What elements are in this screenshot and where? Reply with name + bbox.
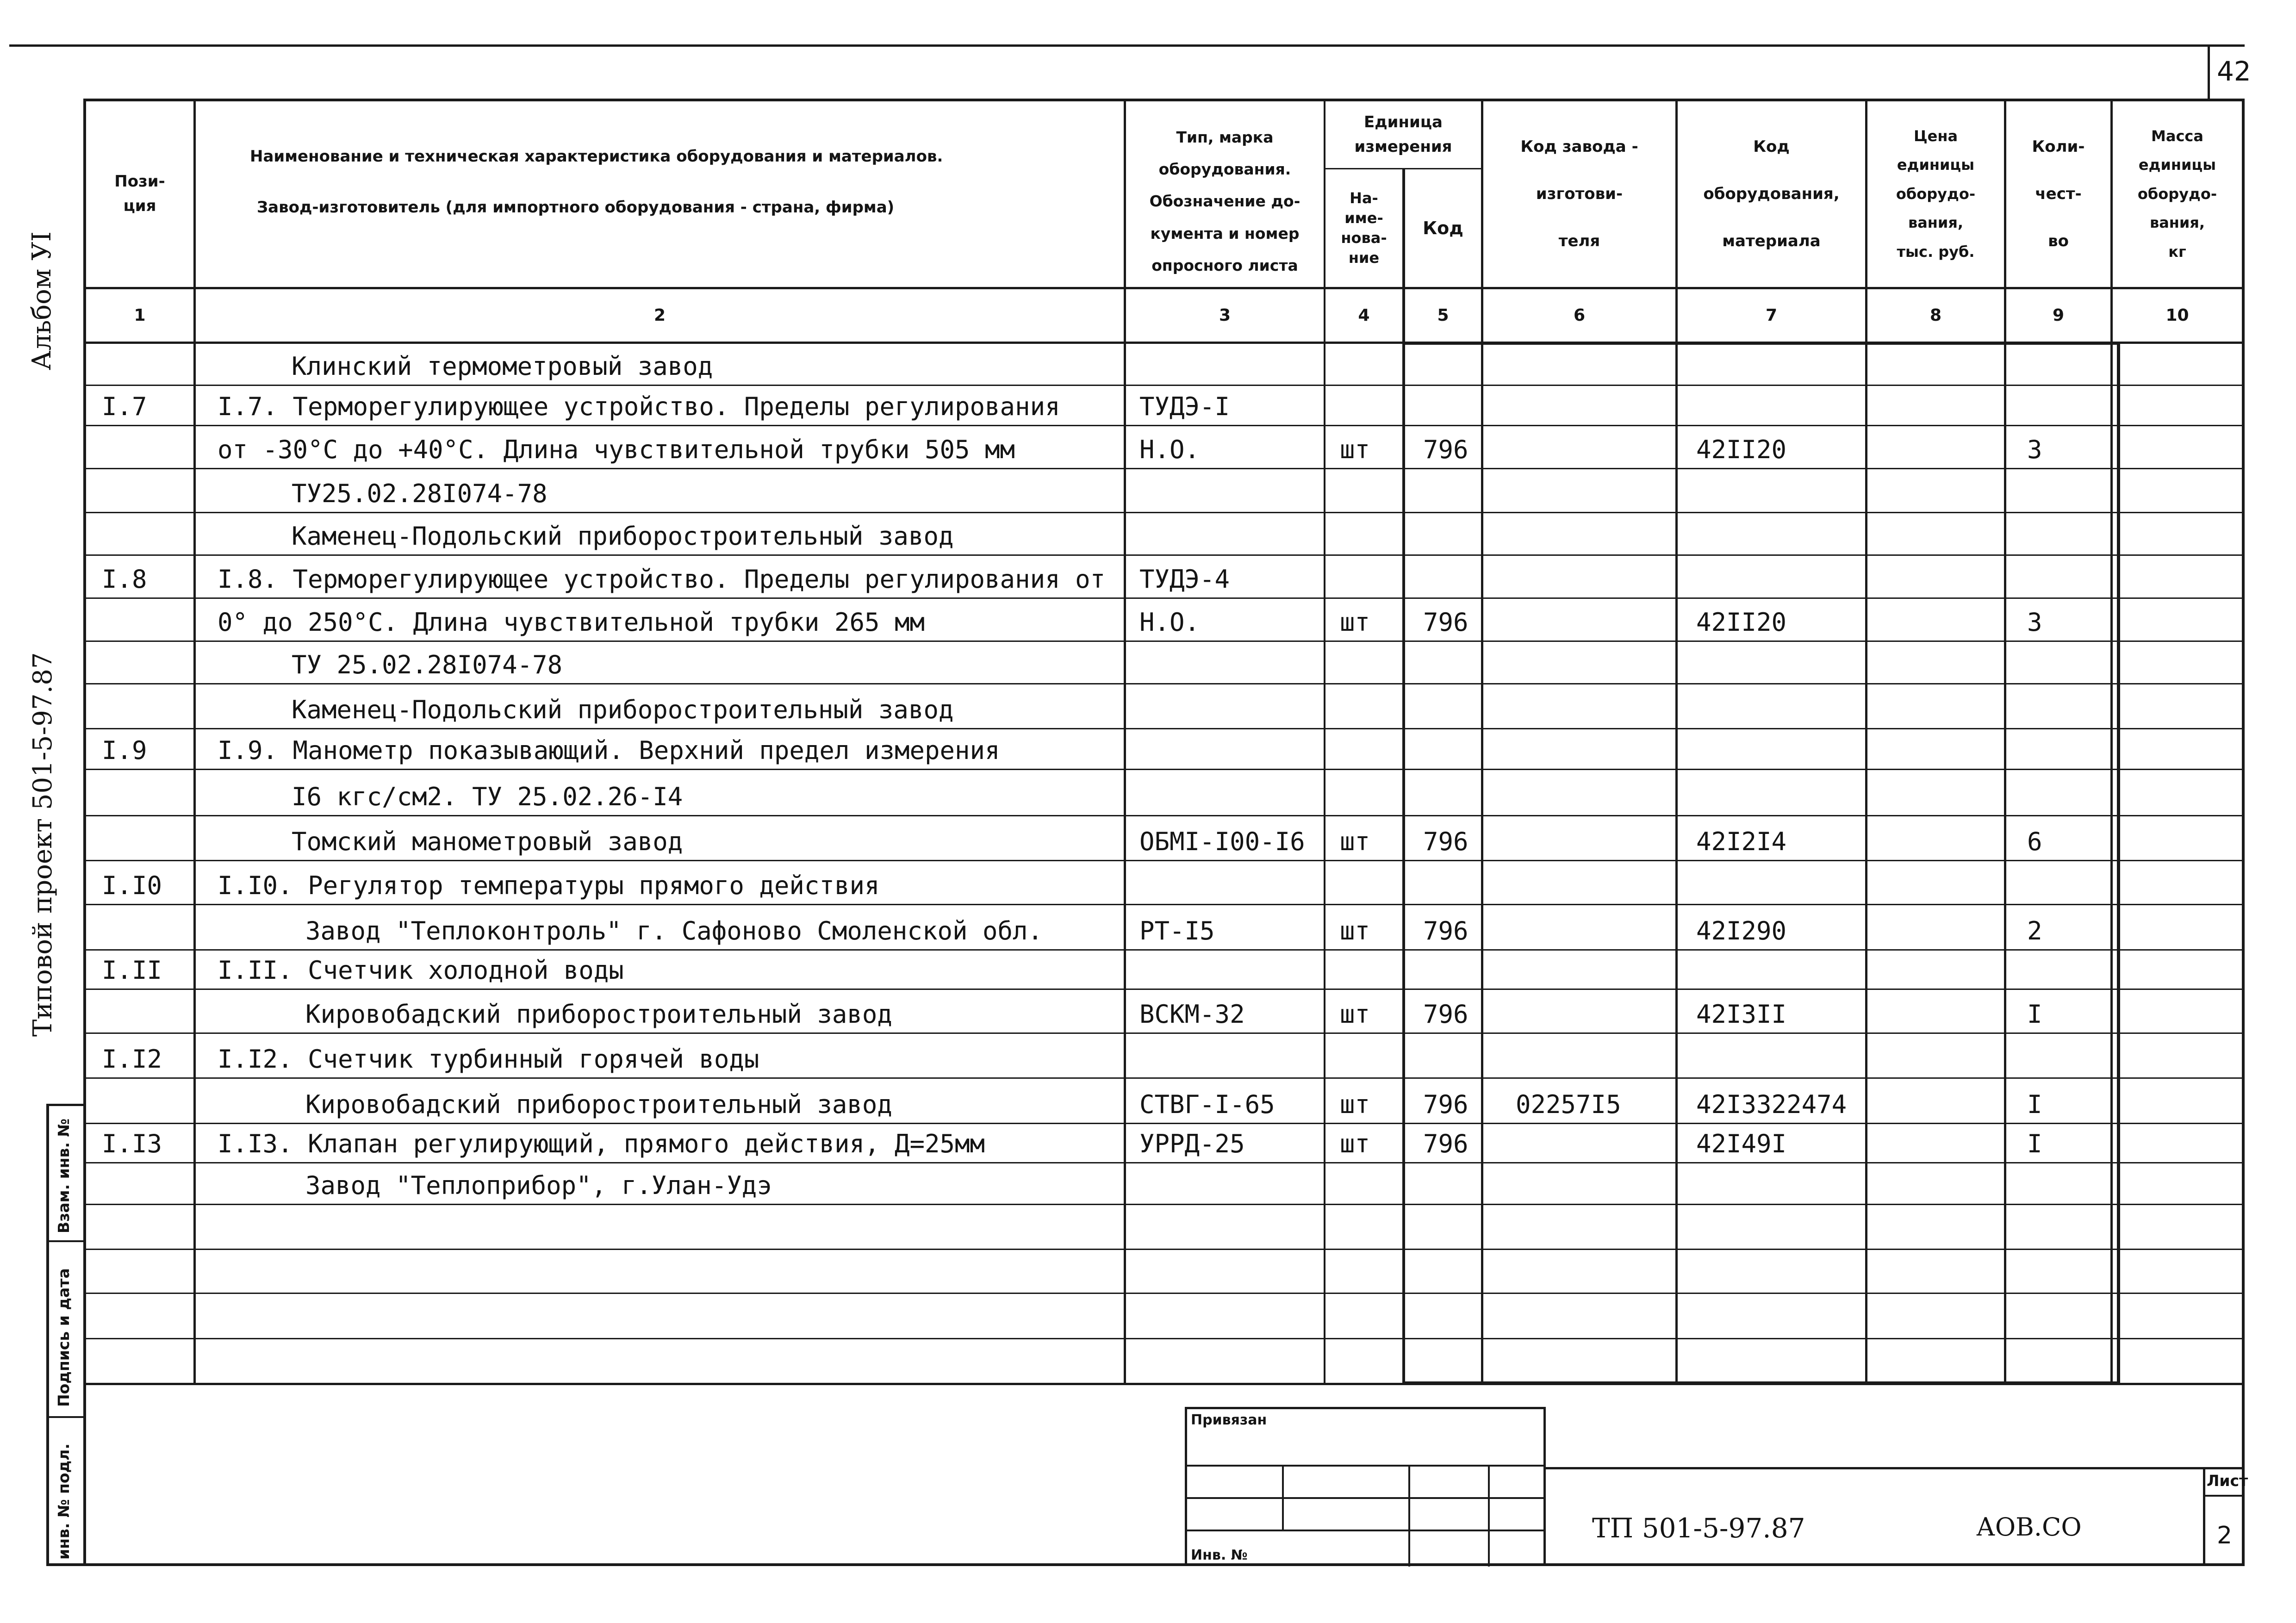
left-strip-div-1: [46, 1240, 86, 1242]
col-line-4: [1402, 168, 1405, 1385]
row-line: [83, 949, 2245, 951]
header-price: Цена единицы оборудо- вания, тыс. руб.: [1896, 127, 1976, 261]
stamp-mid-line: [1543, 1467, 2245, 1469]
col-number-9: 9: [2052, 306, 2065, 325]
cell-equip: 42I290: [1696, 916, 1787, 945]
col-number-8: 8: [1929, 306, 1942, 325]
cell-name: Каменец-Подольский приборостроительный завод: [292, 695, 954, 724]
row-line: [83, 1249, 2245, 1250]
cell-equip: 42I49I: [1696, 1129, 1787, 1158]
cell-unit: шт: [1340, 1129, 1370, 1158]
cell-name: Завод "Теплоприбор", г.Улан-Удэ: [305, 1171, 772, 1200]
row-line: [83, 1293, 2245, 1294]
cell-code: 796: [1423, 435, 1468, 464]
sheet-value: 2: [2217, 1522, 2233, 1549]
side-project-label: Типовой проект 501-5-97.87: [28, 652, 58, 1037]
row-line: [83, 815, 2245, 816]
cell-name: Кировобадский приборостроительный завод: [305, 1090, 892, 1119]
cell-qty: I: [2027, 1090, 2042, 1119]
cell-unit: шт: [1340, 1090, 1370, 1119]
cell-unit: шт: [1340, 608, 1370, 637]
row-line: [83, 554, 2245, 556]
cell-code: 796: [1423, 1129, 1468, 1158]
header-unit-name: На- име- нова- ние: [1341, 189, 1387, 267]
header-quantity: Коли- чест- во: [2032, 137, 2085, 250]
row-line: [83, 1162, 2245, 1163]
doc-code: ТП 501-5-97.87: [1592, 1512, 1805, 1544]
cell-code: 796: [1423, 827, 1468, 856]
sheet-number-divider: [2208, 44, 2210, 100]
cell-name: I6 кгс/см2. ТУ 25.02.26-I4: [292, 782, 683, 811]
stamp-block: [1185, 1407, 1546, 1566]
row-line: [83, 385, 2245, 386]
header-unit-code: Код: [1423, 218, 1463, 238]
cell-pos: I.I2: [102, 1045, 162, 1074]
left-strip-top: [46, 1104, 86, 1106]
cell-name: I.9. Манометр показывающий. Верхний предел измерения: [218, 736, 1000, 765]
row-line: [83, 512, 2245, 513]
row-line: [83, 769, 2245, 770]
cell-code: 796: [1423, 1000, 1468, 1029]
cell-pos: I.9: [102, 736, 147, 765]
cell-equip: 42I3II: [1696, 1000, 1787, 1029]
cell-pos: I.7: [102, 392, 147, 421]
stamp-privyazan: Привязан: [1191, 1412, 1267, 1428]
cell-name: 0° до 250°С. Длина чувствительной трубки 265 мм: [218, 608, 925, 637]
row-line: [83, 1123, 2245, 1124]
cell-type: СТВГ-I-65: [1139, 1090, 1275, 1119]
sheet-label-line: [2203, 1495, 2245, 1497]
cell-equip: 42II20: [1696, 608, 1787, 637]
cell-type: ТУДЭ-4: [1139, 565, 1230, 594]
row-line: [83, 1204, 2245, 1205]
sheet-label: Лист: [2207, 1472, 2248, 1490]
cell-equip: 42I3322474: [1696, 1090, 1847, 1119]
col-number-3: 3: [1219, 306, 1231, 325]
cell-type: РТ-I5: [1139, 916, 1215, 945]
sheet-number: 42: [2217, 56, 2251, 87]
cell-equip: 42II20: [1696, 435, 1787, 464]
cell-qty: I: [2027, 1000, 2042, 1029]
header-equipment-code: Код оборудования, материала: [1703, 137, 1840, 250]
cell-code: 796: [1423, 916, 1468, 945]
cell-code: 796: [1423, 608, 1468, 637]
col-number-2: 2: [653, 306, 666, 325]
header-unit: Единица измерения: [1354, 113, 1452, 156]
cell-pos: I.II: [102, 956, 162, 985]
side-inv-podl-label: инв. № подл.: [55, 1443, 73, 1560]
row-line: [83, 468, 2245, 469]
cell-pos: I.I0: [102, 871, 162, 900]
cell-qty: 3: [2027, 608, 2042, 637]
cell-name: I.I3. Клапан регулирующий, прямого действия, Д=25мм: [218, 1129, 985, 1158]
cell-name: Кировобадский приборостроительный завод: [305, 1000, 892, 1029]
cell-name: Томский манометровый завод: [292, 827, 683, 856]
side-inv-zam-label: Взам. инв. №: [55, 1118, 73, 1233]
row-line: [83, 728, 2245, 729]
bold-box-top: [1402, 342, 2120, 345]
row-line: [83, 989, 2245, 990]
cell-type: Н.О.: [1139, 435, 1200, 464]
header-position: Пози- ция: [114, 172, 165, 215]
cell-pos: I.I3: [102, 1129, 162, 1158]
bold-box-right: [2117, 342, 2120, 1385]
row-line: [83, 640, 2245, 642]
cell-factory: 02257I5: [1516, 1090, 1621, 1119]
cell-name: I.I2. Счетчик турбинный горячей воды: [218, 1045, 759, 1074]
cell-name: Каменец-Подольский приборостроительный завод: [292, 522, 954, 551]
cell-qty: 3: [2027, 435, 2042, 464]
row-line: [83, 904, 2245, 905]
header-type: Тип, марка оборудования. Обозначение до- кумента и номер опросного листа: [1149, 128, 1300, 274]
header-name-line2: Завод-изготовитель (для импортного оборудования - страна, фирма): [257, 198, 895, 217]
col-number-10: 10: [2165, 306, 2189, 325]
col-number-6: 6: [1573, 306, 1586, 325]
sheet-box-left: [2203, 1467, 2205, 1566]
header-name-line1: Наименование и техническая характеристика оборудования и материалов.: [250, 147, 943, 166]
col-number-4: 4: [1358, 306, 1370, 325]
table-right-line: [2242, 99, 2245, 1566]
left-strip-div-2: [46, 1416, 86, 1418]
cell-type: УРРД-25: [1139, 1129, 1245, 1158]
cell-type: Н.О.: [1139, 608, 1200, 637]
left-strip-outer: [46, 1104, 49, 1566]
cell-equip: 42I2I4: [1696, 827, 1787, 856]
cell-type: ВСКМ-32: [1139, 1000, 1245, 1029]
cell-unit: шт: [1340, 916, 1370, 945]
stamp-inv-no: Инв. №: [1191, 1547, 1248, 1563]
cell-type: ОБМI-I00-I6: [1139, 827, 1305, 856]
cell-qty: 2: [2027, 916, 2042, 945]
cell-name: ТУ 25.02.28I074-78: [292, 650, 563, 679]
cell-name: Завод "Теплоконтроль" г. Сафоново Смоленской обл.: [305, 916, 1043, 945]
side-album-label: Альбом УI: [27, 231, 57, 370]
cell-name: I.I0. Регулятор температуры прямого действия: [218, 871, 880, 900]
row-line: [83, 1032, 2245, 1034]
header-mass: Масса единицы оборудо- вания, кг: [2137, 127, 2217, 261]
cell-name: I.7. Терморегулирующее устройство. Пределы регулирования: [218, 392, 1060, 421]
row-line: [83, 1338, 2245, 1339]
row-line: [83, 597, 2245, 599]
cell-name: I.8. Терморегулирующее устройство. Пределы регулирования от: [218, 565, 1106, 594]
cell-name: Клинский термометровый завод: [292, 352, 713, 381]
cell-name: I.II. Счетчик холодной воды: [218, 956, 624, 985]
table-bottom-line: [46, 1563, 2245, 1566]
row-line: [83, 860, 2245, 861]
cell-name: ТУ25.02.28I074-78: [292, 479, 548, 508]
row-line: [83, 1077, 2245, 1079]
body-bottom-line: [83, 1383, 2245, 1385]
cell-pos: I.8: [102, 565, 147, 594]
cell-unit: шт: [1340, 435, 1370, 464]
col-number-5: 5: [1437, 306, 1449, 325]
header-factory-code: Код завода - изготови- теля: [1520, 137, 1638, 250]
cell-code: 796: [1423, 1090, 1468, 1119]
col-number-7: 7: [1765, 306, 1778, 325]
top-border-line: [9, 44, 2245, 47]
cell-unit: шт: [1340, 827, 1370, 856]
cell-type: ТУДЭ-I: [1139, 392, 1230, 421]
col-number-1: 1: [134, 306, 146, 325]
side-signature-label: Подпись и дата: [55, 1268, 73, 1407]
cell-name: от -30°С до +40°С. Длина чувствительной трубки 505 мм: [218, 435, 1015, 464]
cell-unit: шт: [1340, 1000, 1370, 1029]
row-line: [83, 683, 2245, 684]
row-line: [83, 425, 2245, 426]
cell-qty: I: [2027, 1129, 2042, 1158]
doc-mark: АОВ.СО: [1976, 1512, 2082, 1542]
cell-qty: 6: [2027, 827, 2042, 856]
